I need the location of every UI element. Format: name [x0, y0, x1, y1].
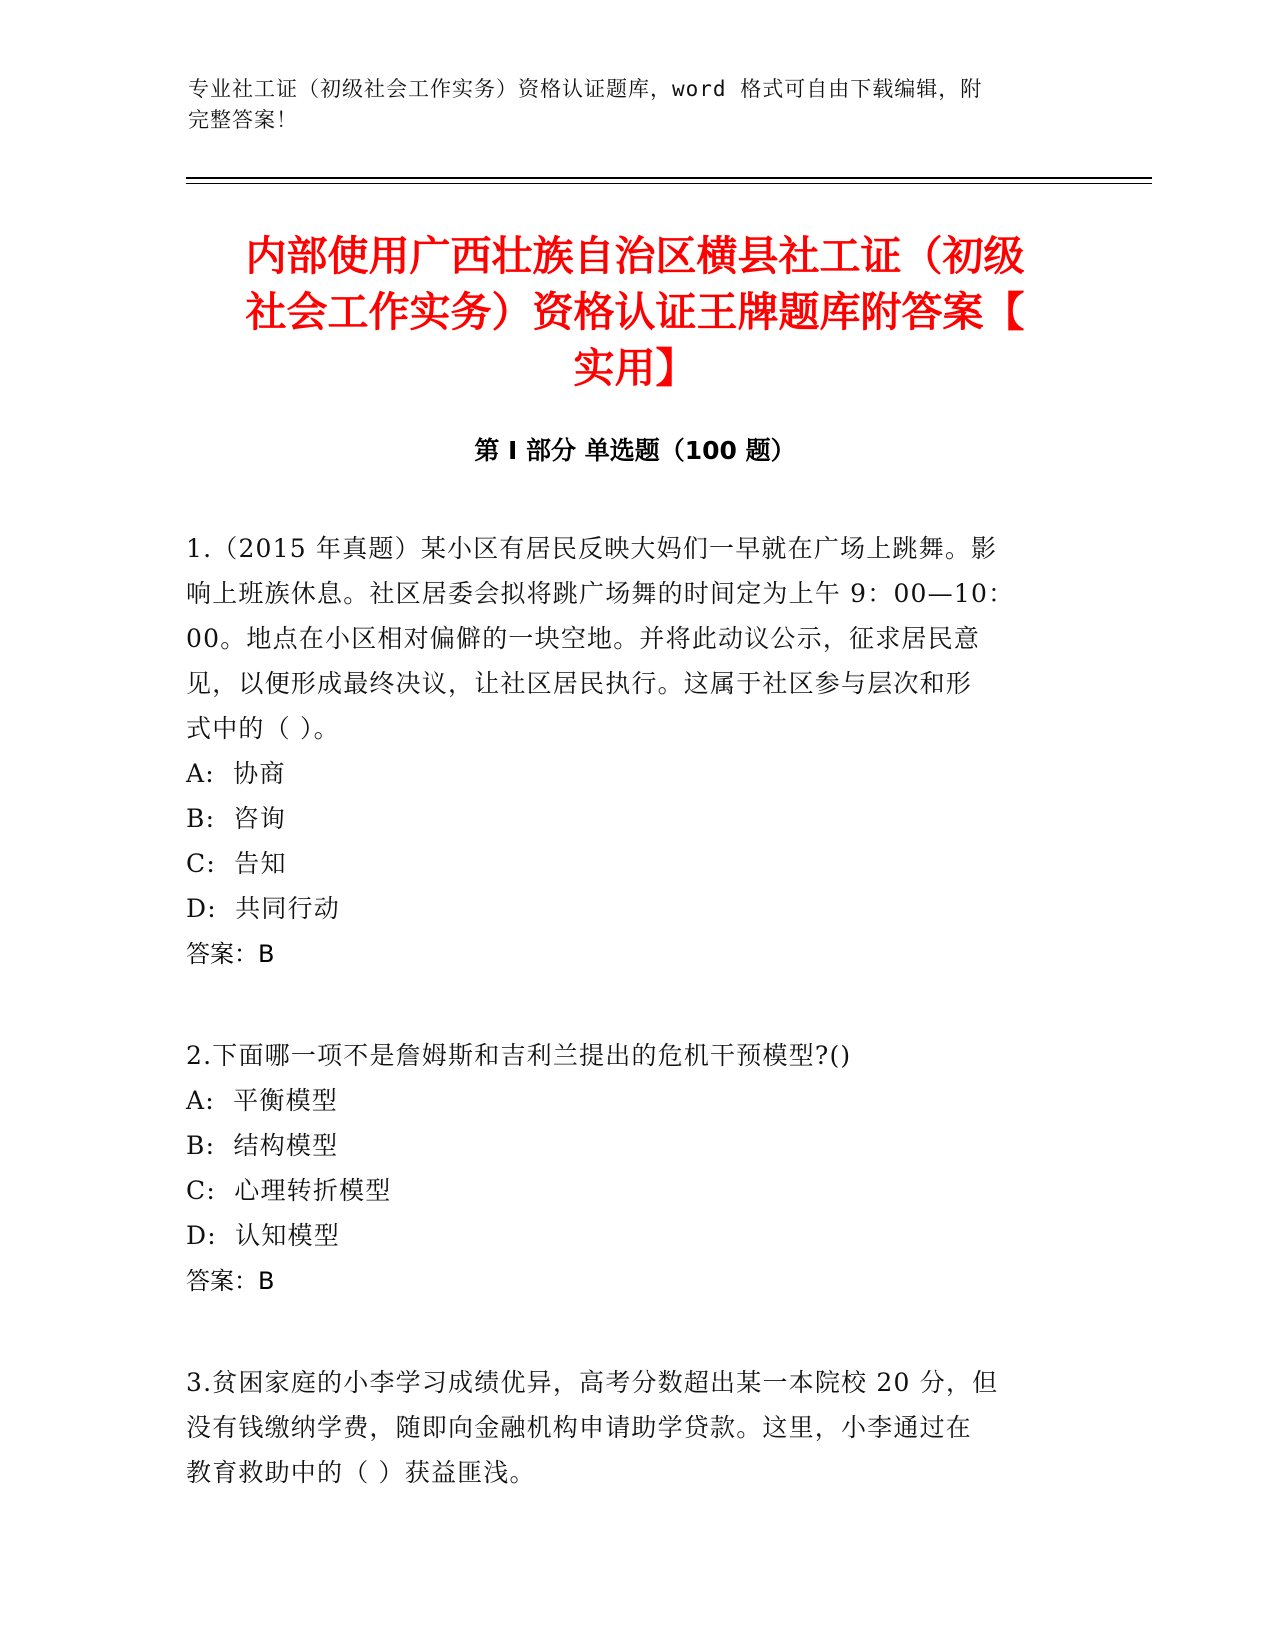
title-line: 社会工作实务）资格认证王牌题库附答案【 [245, 288, 1025, 336]
option-b: B: 结构模型 [186, 1131, 339, 1160]
question-stem-line: 00。地点在小区相对偏僻的一块空地。并将此动议公示，征求居民意 [186, 624, 981, 653]
question-2 [186, 1033, 1076, 1304]
option-c: C: 告知 [186, 849, 287, 878]
option-b: B: 咨询 [186, 804, 286, 833]
section-heading: 第 I 部分 单选题（100 题） [474, 436, 796, 465]
question-1 [186, 526, 1076, 977]
document-title [180, 228, 1090, 396]
question-stem-line: 没有钱缴纳学费，随即向金融机构申请助学贷款。这里，小李通过在 [186, 1413, 973, 1442]
question-stem-line: 见，以便形成最终决议，让社区居民执行。这属于社区参与层次和形 [186, 669, 973, 698]
question-stem-line: 2.下面哪一项不是詹姆斯和吉利兰提出的危机干预模型?() [186, 1041, 852, 1070]
header-note-line: 完整答案！ [188, 108, 298, 132]
answer-key: 答案：B [186, 1267, 275, 1295]
question-stem-line: 3.贫困家庭的小李学习成绩优异，高考分数超出某一本院校 20 分，但 [186, 1368, 999, 1397]
option-d: D: 认知模型 [186, 1221, 340, 1250]
question-stem-line: 1.（2015 年真题）某小区有居民反映大妈们一早就在广场上跳舞。影 [186, 534, 998, 563]
header-note [188, 74, 1088, 136]
answer-key: 答案：B [186, 940, 275, 968]
option-a: A: 协商 [186, 759, 286, 788]
option-c: C: 心理转折模型 [186, 1176, 392, 1205]
question-stem-line: 响上班族休息。社区居委会拟将跳广场舞的时间定为上午 9：00—10： [186, 579, 1015, 608]
title-line: 内部使用广西壮族自治区横县社工证（初级 [245, 232, 1025, 280]
header-divider-thin [186, 183, 1152, 184]
option-d: D: 共同行动 [186, 894, 340, 923]
option-a: A: 平衡模型 [186, 1086, 338, 1115]
question-3 [186, 1360, 1076, 1495]
question-list [186, 526, 1076, 1551]
header-note-line: 专业社工证（初级社会工作实务）资格认证题库，word 格式可自由下载编辑，附 [188, 77, 983, 101]
question-stem-line: 式中的（ ）。 [186, 714, 340, 743]
header-divider-thick [186, 177, 1152, 179]
title-line: 实用】 [573, 344, 697, 392]
question-stem-line: 教育救助中的（ ）获益匪浅。 [186, 1458, 536, 1487]
